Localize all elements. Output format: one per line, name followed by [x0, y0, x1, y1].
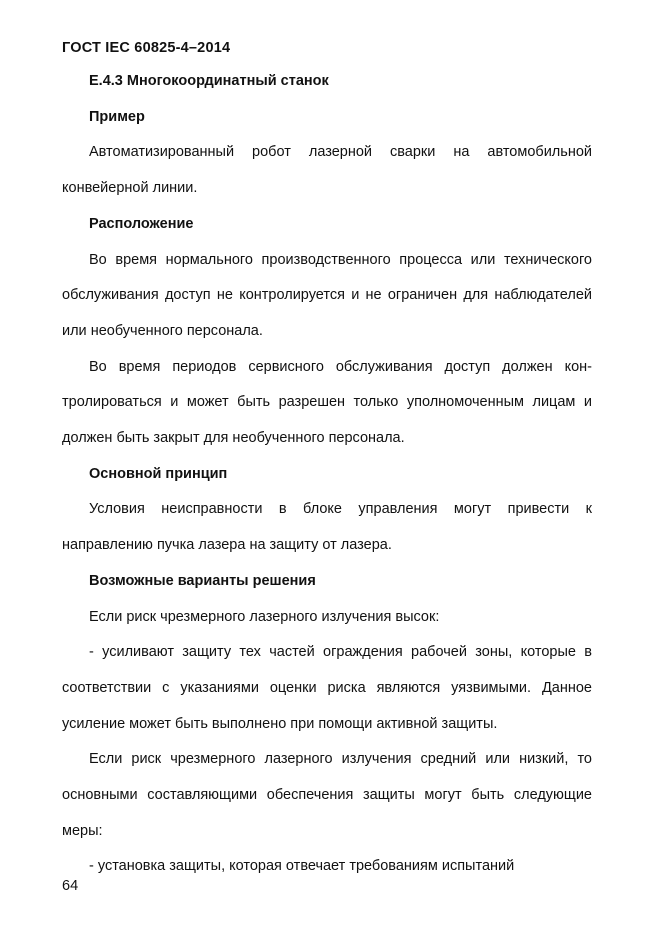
- document-body: [62, 64, 592, 885]
- paragraph-principle-text: Условия неисправности в блоке управления могут привести к направлению пучка лазера на защиту от лазера.: [62, 501, 592, 554]
- document-header: ГОСТ IEC 60825-4–2014: [62, 40, 231, 56]
- page-number: 64: [62, 878, 79, 894]
- paragraph-reinforce-guard: - усиливают защиту тех частей ограждения рабочей зоны, которые в соответствии с указаниями оценки риска являются уязвимыми. Данное усиление может быть выполнено при помощи активной защиты.: [62, 644, 592, 732]
- subheading-principle: Основной принцип: [89, 465, 228, 482]
- paragraph-medium-low-risk: Если риск чрезмерного лазерного излучения средний или низкий, то основными составляющими обеспечения защиты могут быть следующие меры:: [62, 751, 592, 839]
- subheading-solutions: Возможные варианты решения: [89, 572, 316, 589]
- paragraph-example-text: Автоматизированный робот лазерной сварки на автомобильной конвейерной линии.: [62, 144, 592, 197]
- paragraph-location-service: Во время периодов сервисного обслуживания доступ должен контролироваться и может быть разрешен только уполномоченным лицам и должен быть закрыт для необученного персонала.: [62, 358, 592, 447]
- subheading-example: Пример: [89, 108, 145, 125]
- paragraph-install-guard: - установка защиты, которая отвечает требованиям испытаний: [89, 858, 515, 875]
- paragraph-high-risk: Если риск чрезмерного лазерного излучения высок:: [89, 608, 440, 625]
- paragraph-location-normal: Во время нормального производственного процесса или технического обслуживания доступ не контролируется и не ограничен для наблюдателей или необученного персонала.: [62, 251, 592, 339]
- subheading-location: Расположение: [89, 215, 194, 232]
- section-heading: Е.4.3 Многокоординатный станок: [89, 73, 329, 89]
